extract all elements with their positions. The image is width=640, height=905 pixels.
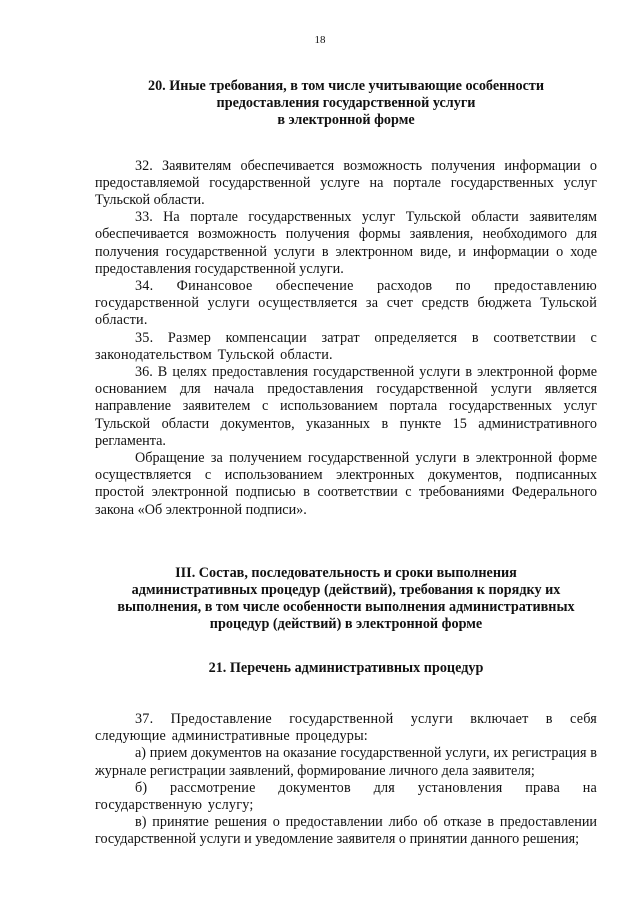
heading-line: процедур (действий) в электронной форме bbox=[209, 616, 483, 633]
section-20-heading bbox=[95, 78, 597, 130]
heading-line: административных процедур (действий), требования к порядку их bbox=[131, 582, 561, 599]
list-item-b: б) рассмотрение документов для установления права на государственную услугу; bbox=[95, 779, 597, 813]
heading-line: предоставления государственной услуги bbox=[216, 95, 476, 112]
section-21-heading: 21. Перечень административных процедур bbox=[208, 659, 484, 676]
paragraph-35: 35. Размер компенсации затрат определяется в соответствии с законодательством Тульской области. bbox=[95, 329, 597, 363]
paragraph-33: 33. На портале государственных услуг Тульской области заявителям обеспечивается возможность получения формы заявления, необходимого для получения государственной услуги в электронном виде, и информации о ходе предоставления государственной услуги. bbox=[95, 209, 597, 277]
heading-line: выполнения, в том числе особенности выполнения административных bbox=[117, 599, 575, 616]
heading-line: III. Состав, последовательность и сроки выполнения bbox=[175, 564, 517, 581]
document-body bbox=[95, 78, 597, 849]
paragraph-36: 36. В целях предоставления государственной услуги в электронной форме основанием для начала предоставления государственной услуги является направление заявителем с использованием портала государственных услуг Тульской области документов, указанных в пункте 15 административного регламента. bbox=[95, 364, 597, 449]
heading-line: в электронной форме bbox=[277, 112, 415, 129]
paragraph-electronic-request: Обращение за получением государственной услуги в электронной форме осуществляется с использованием электронных документов, подписанных простой электронной подписью в соответствии с требованиями Федерального закона «Об электронной подписи». bbox=[95, 450, 597, 518]
page-number: 18 bbox=[314, 34, 326, 46]
list-item-a: а) прием документов на оказание государственной услуги, их регистрация в журнале регистрации заявлений, формирование личного дела заявителя; bbox=[95, 745, 597, 779]
paragraph-32: 32. Заявителям обеспечивается возможность получения информации о предоставляемой государственной услуге на портале государственных услуг Тульской области. bbox=[95, 157, 597, 209]
list-item-v: в) принятие решения о предоставлении либо об отказе в предоставлении государственной услуги и уведомление заявителя о принятии данного решения; bbox=[95, 814, 597, 848]
paragraph-37: 37. Предоставление государственной услуги включает в себя следующие административные процедуры: bbox=[95, 710, 597, 745]
section-iii-heading bbox=[95, 565, 597, 634]
paragraph-34: 34. Финансовое обеспечение расходов по предоставлению государственной услуги осуществляется за счет средств бюджета Тульской области. bbox=[95, 278, 597, 329]
heading-line: 20. Иные требования, в том числе учитывающие особенности bbox=[147, 78, 545, 94]
